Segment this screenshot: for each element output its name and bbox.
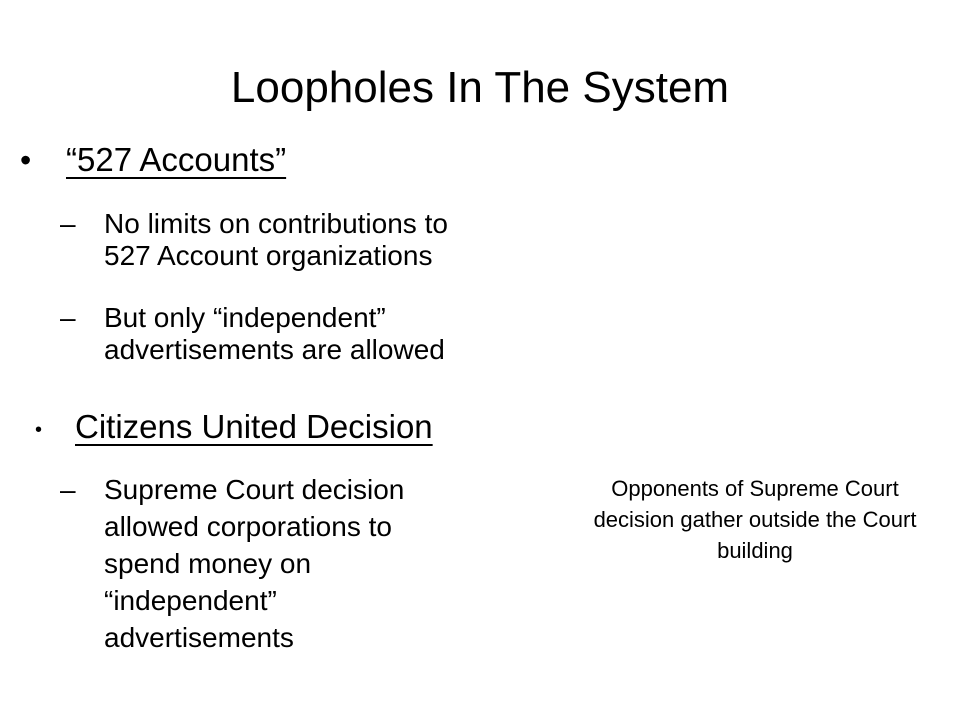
sub-bullet-marker: – — [60, 302, 76, 333]
image-caption: Opponents of Supreme Court decision gather outside the Court building — [593, 476, 917, 563]
sub-bullet-marker: – — [60, 474, 76, 505]
sub-bullet-line: allowed corporations to — [104, 511, 392, 542]
sub-bullet-line: “independent” — [104, 585, 277, 616]
bullet-marker: • — [35, 419, 43, 441]
sub-bullet-marker: – — [60, 208, 76, 239]
sub-bullet-line: spend money on — [104, 548, 312, 579]
slide-title: Loopholes In The System — [230, 63, 730, 112]
bullet-heading-citizens-united: Citizens United Decision — [75, 408, 433, 445]
sub-bullet-line: advertisements are allowed — [104, 334, 445, 365]
sub-bullet-line: But only “independent” — [104, 302, 386, 333]
bullet-marker: • — [20, 142, 32, 178]
sub-bullet-line: No limits on contributions to — [104, 208, 448, 239]
sub-bullet-line: 527 Account organizations — [104, 240, 433, 271]
sub-bullet-line: advertisements — [104, 622, 294, 653]
sub-bullet-line: Supreme Court decision — [104, 474, 405, 505]
bullet-heading-527-accounts: “527 Accounts” — [66, 141, 287, 178]
